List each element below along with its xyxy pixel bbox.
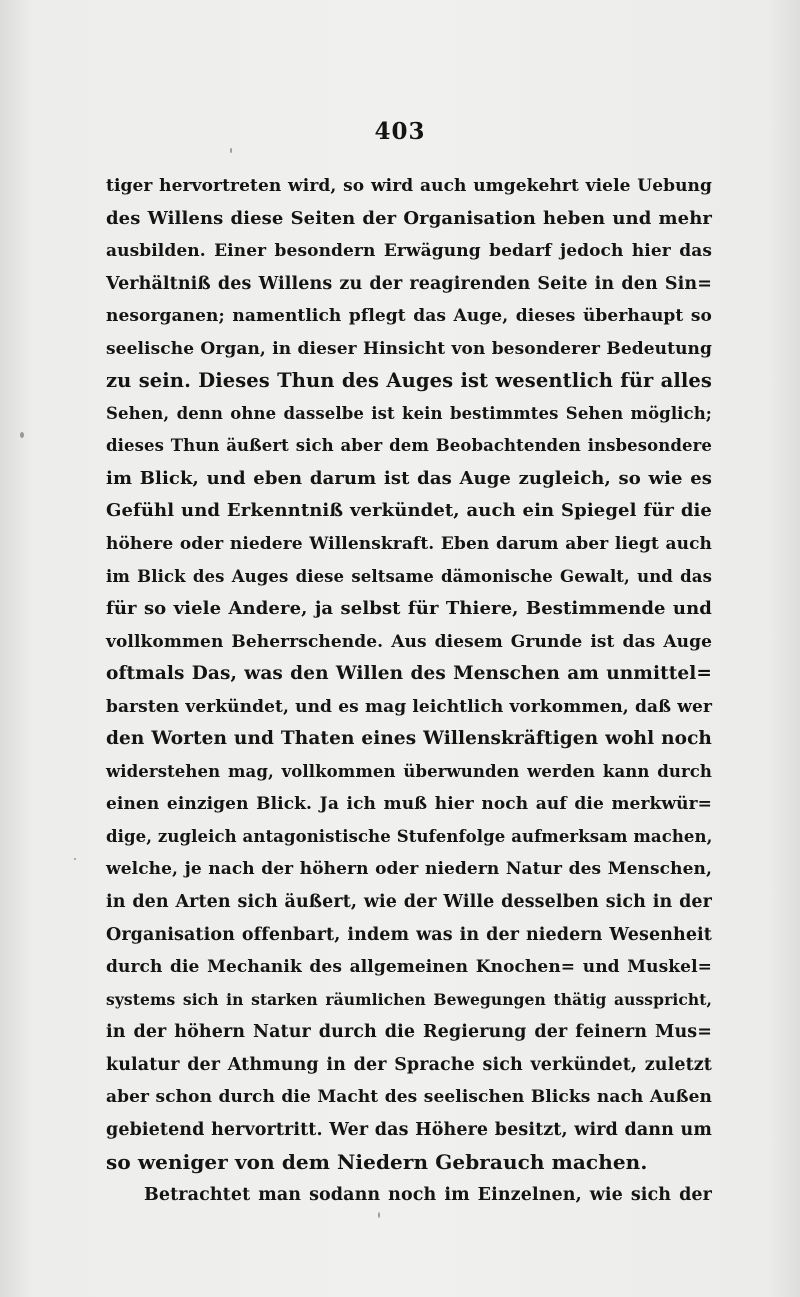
text-line: den Worten und Thaten eines Willenskräftigen wohl noch xyxy=(106,728,712,750)
text-line: kulatur der Athmung in der Sprache sich verkündet, zuletzt xyxy=(106,1054,712,1075)
text-line: für so viele Andere, ja selbst für Thiere, Bestimmende und xyxy=(106,598,712,620)
text-line: Organisation offenbart, indem was in der niedern Wesenheit xyxy=(106,924,712,945)
text-line: welche, je nach der höhern oder niedern Natur des Menschen, xyxy=(106,859,712,880)
text-line: systems sich in starken räumlichen Bewegungen thätig ausspricht, xyxy=(106,989,712,1009)
text-line: in den Arten sich äußert, wie der Wille desselben sich in der xyxy=(106,892,712,913)
text-line: des Willens diese Seiten der Organisation heben und mehr xyxy=(106,207,712,229)
scan-speck xyxy=(378,1212,380,1218)
text-line: tiger hervortreten wird, so wird auch umgekehrt viele Uebung xyxy=(106,176,712,196)
text-line: höhere oder niedere Willenskraft. Eben darum aber liegt auch xyxy=(106,534,712,555)
text-line: gebietend hervortritt. Wer das Höhere besitzt, wird dann um xyxy=(106,1119,712,1140)
body-text xyxy=(106,170,712,1212)
scan-speck xyxy=(74,858,76,860)
scan-speck xyxy=(230,148,232,153)
text-line: aber schon durch die Macht des seelischen Blicks nach Außen xyxy=(106,1087,712,1108)
text-line: oftmals Das, was den Willen des Menschen am unmittel= xyxy=(106,663,712,685)
text-line: dieses Thun äußert sich aber dem Beobachtenden insbesondere xyxy=(106,436,712,456)
text-line: im Blick, und eben darum ist das Auge zugleich, so wie es xyxy=(106,467,712,489)
text-line: so weniger von dem Niedern Gebrauch machen. xyxy=(106,1150,648,1175)
scan-speck xyxy=(20,432,24,438)
text-line: ausbilden. Einer besondern Erwägung bedarf jedoch hier das xyxy=(106,241,712,262)
text-line: im Blick des Auges diese seltsame dämonische Gewalt, und das xyxy=(106,566,712,586)
text-line: widerstehen mag, vollkommen überwunden werden kann durch xyxy=(106,761,712,781)
text-line: vollkommen Beherrschende. Aus diesem Grunde ist das Auge xyxy=(106,631,712,652)
text-line: nesorganen; namentlich pflegt das Auge, dieses überhaupt so xyxy=(106,306,712,327)
text-line: Verhältniß des Willens zu der reagirenden Seite in den Sin= xyxy=(106,273,712,294)
text-line: in der höhern Natur durch die Regierung der feinern Mus= xyxy=(106,1022,712,1043)
text-line: Sehen, denn ohne dasselbe ist kein bestimmtes Sehen möglich; xyxy=(106,403,712,423)
text-line: einen einzigen Blick. Ja ich muß hier noch auf die merkwür= xyxy=(106,794,712,815)
text-line: seelische Organ, in dieser Hinsicht von besonderer Bedeutung xyxy=(106,338,712,359)
paragraph-start-line: Betrachtet man sodann noch im Einzelnen, wie sich der xyxy=(144,1184,712,1205)
text-line: Gefühl und Erkenntniß verkündet, auch ein Spiegel für die xyxy=(106,500,712,522)
text-line: dige, zugleich antagonistische Stufenfolge aufmerksam machen, xyxy=(106,826,713,846)
text-line: zu sein. Dieses Thun des Auges ist wesentlich für alles xyxy=(106,369,712,393)
text-line: durch die Mechanik des allgemeinen Knochen= und Muskel= xyxy=(106,957,712,978)
page-number: 403 xyxy=(374,118,426,145)
text-line: barsten verkündet, und es mag leichtlich vorkommen, daß wer xyxy=(106,696,712,717)
